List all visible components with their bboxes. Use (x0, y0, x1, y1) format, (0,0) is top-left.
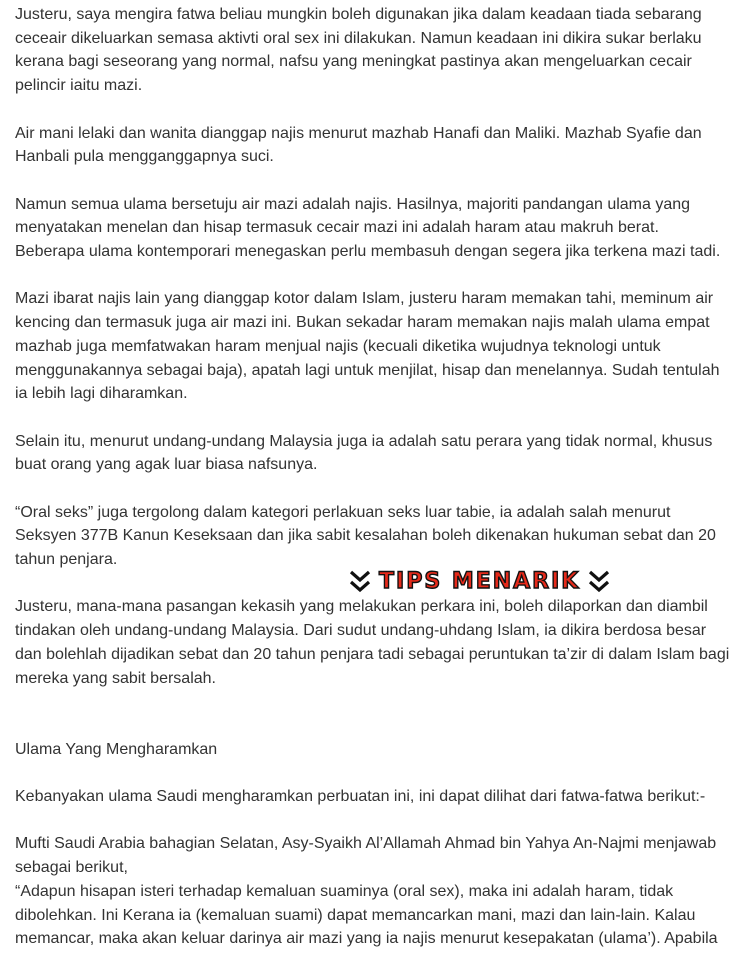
tips-menarik-label: TIPS MENARIK (379, 569, 581, 594)
article-body (15, 3, 730, 951)
double-chevron-down-icon (587, 570, 611, 594)
double-chevron-down-icon (348, 570, 372, 594)
paragraph-undang-undang: Selain itu, menurut undang-undang Malaysia juga ia adalah satu perara yang tidak normal, khusus buat orang yang agak luar biasa nafsunya. (15, 432, 713, 474)
tips-menarik-link[interactable] (348, 567, 611, 597)
paragraph-fatwa-intro: Justeru, saya mengira fatwa beliau mungkin boleh digunakan jika dalam keadaan tiada sebarang ceceair dikeluarkan semasa aktivti oral sex ini dilakukan. Namun keadaan ini dikira sukar berlaku kerana bagi seseorang yang normal, nafsu yang meningkat pastinya akan mengeluarkan cecair pelincir iaitu mazi. (15, 6, 702, 95)
paragraph-ulama-saudi: Kebanyakan ulama Saudi mengharamkan perbuatan ini, ini dapat dilihat dari fatwa-fatwa berikut:- (15, 788, 706, 806)
paragraph-hukuman: Justeru, mana-mana pasangan kekasih yang melakukan perkara ini, boleh dilaporkan dan diambil tindakan oleh undang-undang Malaysia. Dari sudut undang-uhdang Islam, ia dikira berdosa besar dan bolehlah dijadikan sebat dan 20 tahun penjara tadi sebagai peruntukan ta’zir di dalam Islam bagi mereka yang sabit bersalah. (15, 598, 730, 687)
paragraph-mufti: Mufti Saudi Arabia bahagian Selatan, Asy-Syaikh Al’Allamah Ahmad bin Yahya An-Najmi menjawab sebagai berikut, (15, 835, 717, 877)
section-heading: Ulama Yang Mengharamkan (15, 740, 218, 758)
paragraph-air-mazi: Namun semua ulama bersetuju air mazi adalah najis. Hasilnya, majoriti pandangan ulama yang menyatakan menelan dan hisap termasuk cecair mazi ini adalah haram atau makruh berat. Beberapa ulama kontemporari menegaskan perlu membasuh dengan segera jika terkena mazi tadi. (15, 195, 721, 260)
paragraph-quote: “Adapun hisapan isteri terhadap kemaluan suaminya (oral sex), maka ini adalah haram, tidak dibolehkan. Ini Kerana ia (kemaluan suami) dapat memancarkan mani, mazi dan lain-lain. Kalau memancar, maka akan keluar darinya air mazi yang ia najis menurut kesepakatan (ulama’). Apabila (15, 882, 718, 948)
paragraph-air-mani: Air mani lelaki dan wanita dianggap najis menurut mazhab Hanafi dan Maliki. Mazhab Syafie dan Hanbali pula mengganggapnya suci. (15, 124, 702, 166)
paragraph-seksyen-377b: “Oral seks” juga tergolong dalam kategori perlakuan seks luar tabie, ia adalah salah menurut Seksyen 377B Kanun Keseksaan dan jika sabit kesalahan boleh dikenakan hukuman sebat dan 20 tahun penjara. (15, 503, 716, 569)
paragraph-najis: Mazi ibarat najis lain yang dianggap kotor dalam Islam, justeru haram memakan tahi, meminum air kencing dan termasuk juga air mazi ini. Bukan sekadar haram memakan najis malah ulama empat mazhab juga memfatwakan haram menjual najis (kecuali diketika wujudnya teknologi untuk menggunakannya sebagai baja), apatah lagi untuk menjilat, hisap dan menelannya. Sudah tentulah ia lebih lagi diharamkan. (15, 290, 720, 403)
